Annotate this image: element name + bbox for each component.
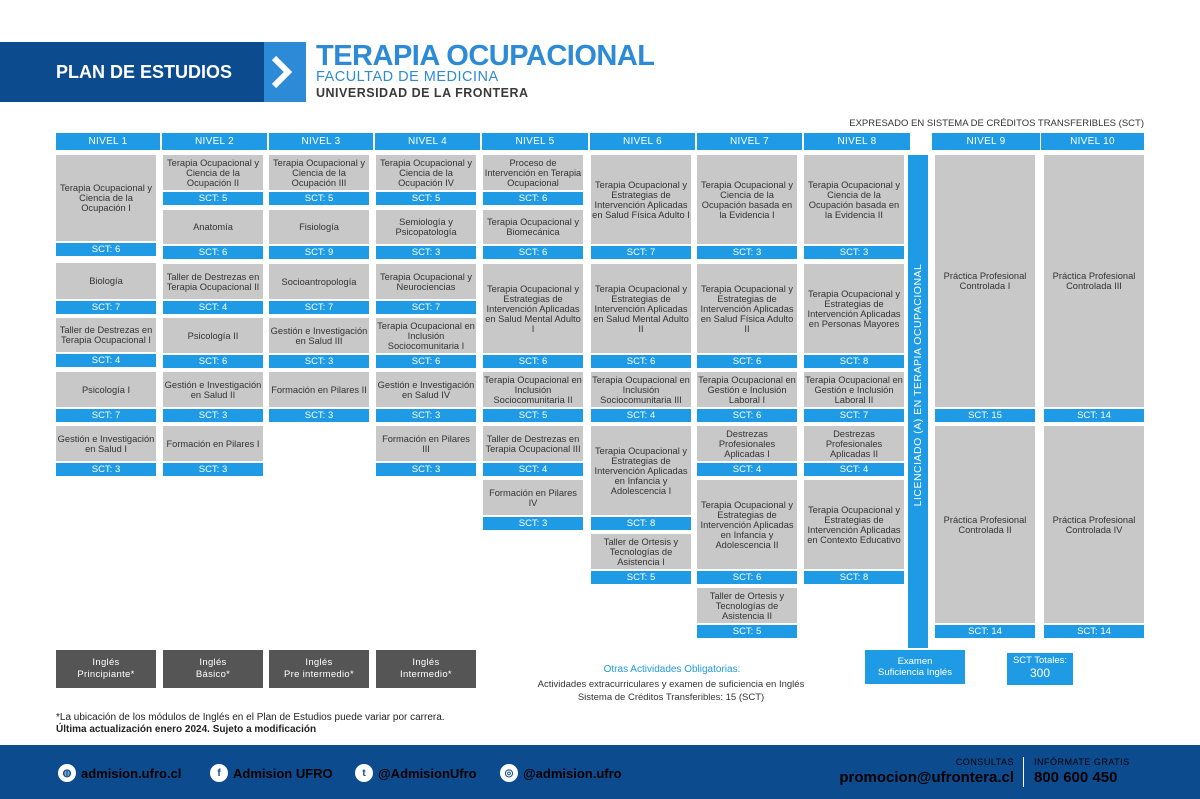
course-cell <box>376 155 476 190</box>
course-name: Práctica Profesional Controlada II <box>943 514 1027 535</box>
course-sct: SCT: 7 <box>376 301 476 314</box>
course-cell <box>163 372 263 407</box>
consultas-label: CONSULTAS <box>955 757 1014 767</box>
course-sct: SCT: 5 <box>483 409 583 422</box>
course-cell <box>483 155 583 190</box>
course-name: Terapia Ocupacional y Estrategias de Intervención Aplicadas en Personas Mayores <box>807 288 901 329</box>
course-sct: SCT: 5 <box>163 192 263 205</box>
course-cell <box>697 588 797 623</box>
exam-line1: Examen <box>897 656 933 667</box>
course-name: Terapia Ocupacional y Ciencia de la Ocupación basada en la Evidencia II <box>808 179 900 220</box>
english-module-level: Básico* <box>195 669 231 680</box>
course-sct: SCT: 15 <box>935 409 1035 422</box>
course-name: Taller de Destrezas en Terapia Ocupacional II <box>166 271 260 292</box>
course-cell <box>163 426 263 461</box>
course-cell <box>591 372 691 407</box>
course-sct: SCT: 3 <box>804 246 904 259</box>
credits-note: EXPRESADO EN SISTEMA DE CRÉDITOS TRANSFERIBLES (SCT) <box>849 118 1144 129</box>
course-sct: SCT: 8 <box>804 355 904 368</box>
course-cell <box>697 155 797 244</box>
course-cell <box>591 534 691 569</box>
course-cell <box>697 372 797 407</box>
course-cell <box>376 210 476 244</box>
course-name: Taller de Ortesis y Tecnologías de Asistencia II <box>709 590 785 621</box>
total-sct-label: SCT Totales: <box>1012 655 1068 666</box>
course-cell <box>269 318 369 353</box>
course-cell <box>56 263 156 299</box>
course-name: Destrezas Profesionales Aplicadas II <box>825 428 883 459</box>
course-name: Terapia Ocupacional y Estrategias de Intervención Aplicadas en Infancia y Adolescencia I <box>594 445 688 496</box>
course-cell <box>935 155 1035 407</box>
course-cell <box>483 372 583 407</box>
course-sct: SCT: 6 <box>483 355 583 368</box>
other-activities-line2: Sistema de Créditos Transferibles: 15 (SCT) <box>577 692 765 703</box>
course-name: Terapia Ocupacional en Inclusión Sociocomunitaria I <box>377 320 475 351</box>
course-cell <box>483 210 583 244</box>
course-cell <box>804 264 904 353</box>
course-name: Formación en Pilares III <box>382 433 470 454</box>
course-name: Terapia Ocupacional y Estrategias de Intervención Aplicadas en Salud Física Adulto II <box>700 283 794 334</box>
course-sct: SCT: 3 <box>376 463 476 476</box>
english-module <box>269 650 369 688</box>
course-sct: SCT: 4 <box>56 354 156 367</box>
course-cell <box>483 426 583 461</box>
course-name: Terapia Ocupacional en Inclusión Sociocomunitaria III <box>592 374 690 405</box>
course-name: Fisiología <box>299 222 339 232</box>
course-cell <box>935 426 1035 623</box>
facebook-link[interactable] <box>210 764 333 782</box>
course-name: Anatomía <box>193 222 233 232</box>
course-name: Taller de Destrezas en Terapia Ocupacional I <box>59 325 153 345</box>
english-exam-box <box>865 650 965 684</box>
course-cell <box>591 155 691 244</box>
course-sct: SCT: 4 <box>483 463 583 476</box>
english-module-title: Inglés <box>199 657 227 668</box>
university-name: UNIVERSIDAD DE LA FRONTERA <box>316 86 529 100</box>
course-sct: SCT: 14 <box>1044 625 1144 638</box>
update-note: Última actualización enero 2024. Sujeto a modificación <box>56 724 317 735</box>
course-name: Taller de Destrezas en Terapia Ocupacional III <box>485 433 581 454</box>
course-name: Terapia Ocupacional y Ciencia de la Ocupación basada en la Evidencia I <box>701 179 793 220</box>
course-sct: SCT: 14 <box>1044 409 1144 422</box>
informate-label: INFÓRMATE GRATIS <box>1034 757 1130 767</box>
other-activities-text <box>475 678 867 704</box>
course-cell <box>376 264 476 299</box>
twitter-icon: t <box>355 764 373 782</box>
program-title: TERAPIA OCUPACIONAL <box>316 40 655 72</box>
course-sct: SCT: 3 <box>376 409 476 422</box>
plan-label-box <box>0 42 264 102</box>
course-cell <box>697 264 797 353</box>
course-sct: SCT: 6 <box>376 355 476 368</box>
course-cell <box>269 372 369 407</box>
course-name: Terapia Ocupacional y Estrategias de Intervención Aplicadas en Contexto Educativo <box>807 504 901 545</box>
course-sct: SCT: 9 <box>269 246 369 259</box>
website-link[interactable] <box>58 764 181 782</box>
course-sct: SCT: 3 <box>269 355 369 368</box>
nivel-header-4: NIVEL 4 <box>375 133 480 150</box>
course-cell <box>376 318 476 353</box>
course-name: Terapia Ocupacional y Ciencia de la Ocupación III <box>273 157 365 188</box>
facebook-text: Admision UFRO <box>233 765 333 781</box>
course-name: Terapia Ocupacional y Estrategias de Intervención Aplicadas en Salud Mental Adulto II <box>593 283 689 334</box>
course-cell <box>163 318 263 353</box>
course-cell <box>591 264 691 353</box>
course-name: Terapia Ocupacional y Biomecánica <box>487 217 579 237</box>
course-sct: SCT: 6 <box>483 246 583 259</box>
course-sct: SCT: 5 <box>376 192 476 205</box>
course-name: Terapia Ocupacional y Estrategias de Intervención Aplicadas en Salud Física Adulto I <box>592 179 690 220</box>
course-cell <box>376 372 476 407</box>
consultas-email[interactable]: promocion@ufrontera.cl <box>839 769 1014 786</box>
course-sct: SCT: 3 <box>269 409 369 422</box>
course-cell <box>56 372 156 407</box>
exam-line2: Suficiencia Inglés <box>878 667 952 678</box>
course-cell <box>163 155 263 190</box>
course-cell <box>56 318 156 352</box>
course-sct: SCT: 6 <box>697 571 797 584</box>
nivel-header-3: NIVEL 3 <box>269 133 373 150</box>
nivel-header-8: NIVEL 8 <box>804 133 910 150</box>
course-cell <box>56 155 156 241</box>
course-sct: SCT: 6 <box>56 243 156 256</box>
course-name: Terapia Ocupacional en Gestión e Inclusión Laboral II <box>805 374 903 405</box>
course-name: Gestión e Investigación en Salud I <box>57 433 155 454</box>
english-module-level: Intermedio* <box>400 669 452 680</box>
course-sct: SCT: 5 <box>269 192 369 205</box>
instagram-link[interactable] <box>500 764 622 782</box>
course-sct: SCT: 4 <box>804 463 904 476</box>
chevron-right-icon <box>264 42 306 102</box>
english-module-level: Pre intermedio* <box>284 669 354 680</box>
course-cell <box>483 264 583 353</box>
english-module <box>56 650 156 688</box>
course-sct: SCT: 4 <box>697 463 797 476</box>
course-cell <box>591 426 691 515</box>
course-sct: SCT: 4 <box>163 301 263 314</box>
nivel-header-10: NIVEL 10 <box>1041 133 1144 150</box>
course-cell <box>483 480 583 515</box>
course-cell <box>697 426 797 461</box>
course-sct: SCT: 3 <box>376 246 476 259</box>
english-module-title: Inglés <box>92 657 120 668</box>
facebook-icon: f <box>210 764 228 782</box>
other-activities-line1: Actividades extracurriculares y examen de suficiencia en Inglés <box>537 679 805 690</box>
plan-label: PLAN DE ESTUDIOS <box>56 61 233 82</box>
english-module <box>163 650 263 688</box>
course-name: Terapia Ocupacional y Ciencia de la Ocupación I <box>60 183 152 213</box>
course-cell <box>269 264 369 299</box>
course-sct: SCT: 7 <box>269 301 369 314</box>
twitter-text: @AdmisionUfro <box>378 765 477 781</box>
footer-divider <box>1023 757 1024 787</box>
course-name: Terapia Ocupacional en Gestión e Inclusión Laboral I <box>698 374 796 405</box>
nivel-header-1: NIVEL 1 <box>56 133 160 150</box>
faculty-name: FACULTAD DE MEDICINA <box>316 69 499 85</box>
course-sct: SCT: 14 <box>935 625 1035 638</box>
nivel-header-2: NIVEL 2 <box>162 133 267 150</box>
website-text: admision.ufro.cl <box>81 765 182 781</box>
total-sct-box <box>1007 653 1073 685</box>
course-name: Terapia Ocupacional y Ciencia de la Ocupación II <box>167 157 259 188</box>
course-cell <box>804 426 904 461</box>
nivel-header-6: NIVEL 6 <box>590 133 695 150</box>
nivel-header-7: NIVEL 7 <box>697 133 802 150</box>
course-sct: SCT: 3 <box>697 246 797 259</box>
course-sct: SCT: 7 <box>804 409 904 422</box>
course-cell <box>1044 426 1144 623</box>
english-module-level: Principiante* <box>77 669 135 680</box>
course-sct: SCT: 3 <box>483 517 583 530</box>
course-cell <box>56 426 156 461</box>
course-sct: SCT: 6 <box>163 246 263 259</box>
course-sct: SCT: 6 <box>697 409 797 422</box>
course-sct: SCT: 3 <box>163 463 263 476</box>
english-module <box>376 650 476 688</box>
course-name: Práctica Profesional Controlada I <box>943 271 1027 291</box>
course-name: Práctica Profesional Controlada IV <box>1052 514 1136 535</box>
phone-number[interactable]: 800 600 450 <box>1034 769 1118 786</box>
twitter-link[interactable] <box>355 764 477 782</box>
course-name: Práctica Profesional Controlada III <box>1052 271 1136 291</box>
course-sct: SCT: 4 <box>591 409 691 422</box>
course-name: Formación en Pilares II <box>271 384 367 395</box>
course-sct: SCT: 8 <box>591 517 691 530</box>
course-name: Socioantropología <box>281 276 357 287</box>
course-cell <box>376 426 476 461</box>
course-sct: SCT: 3 <box>56 463 156 476</box>
course-name: Proceso de Intervención en Terapia Ocupacional <box>484 157 582 188</box>
total-sct-value: 300 <box>1029 666 1051 680</box>
other-activities-title: Otras Actividades Obligatorias: <box>603 664 741 675</box>
course-name: Gestión e Investigación en Salud IV <box>377 379 475 400</box>
course-name: Terapia Ocupacional y Neurociencias <box>380 271 472 292</box>
instagram-text: @admision.ufro <box>523 765 622 781</box>
globe-icon: ◍ <box>58 764 76 782</box>
nivel-header-9: NIVEL 9 <box>932 133 1040 150</box>
course-cell <box>804 155 904 244</box>
course-sct: SCT: 5 <box>697 625 797 638</box>
course-name: Psicología II <box>187 330 239 341</box>
course-sct: SCT: 8 <box>804 571 904 584</box>
course-sct: SCT: 6 <box>163 355 263 368</box>
course-name: Terapia Ocupacional y Ciencia de la Ocupación IV <box>380 157 472 188</box>
course-cell <box>804 480 904 569</box>
course-name: Taller de Ortesis y Tecnologías de Asistencia I <box>603 536 679 567</box>
course-name: Gestión e Investigación en Salud II <box>164 379 262 400</box>
degree-label: LICENCIADO (A) EN TERAPIA OCUPACIONAL <box>912 263 924 507</box>
nivel-header-5: NIVEL 5 <box>482 133 588 150</box>
course-sct: SCT: 6 <box>697 355 797 368</box>
course-sct: SCT: 5 <box>591 571 691 584</box>
course-cell <box>163 210 263 244</box>
instagram-icon: ◎ <box>500 764 518 782</box>
course-sct: SCT: 6 <box>591 355 691 368</box>
course-name: Terapia Ocupacional en Inclusión Sociocomunitaria II <box>484 374 582 405</box>
course-cell <box>163 264 263 299</box>
course-name: Terapia Ocupacional y Estrategias de Intervención Aplicadas en Infancia y Adolescencia II <box>700 499 794 550</box>
course-cell <box>269 210 369 244</box>
course-name: Destrezas Profesionales Aplicadas I <box>718 428 776 459</box>
english-footnote: *La ubicación de los módulos de Inglés en el Plan de Estudios puede variar por carrera. <box>56 712 445 723</box>
course-name: Gestión e Investigación en Salud III <box>270 325 368 346</box>
course-cell <box>1044 155 1144 407</box>
course-name: Psicología I <box>81 384 131 395</box>
course-cell <box>804 372 904 407</box>
course-cell <box>697 480 797 569</box>
english-module-title: Inglés <box>412 657 440 668</box>
course-cell <box>269 155 369 190</box>
course-name: Semiología y Psicopatología <box>395 217 457 237</box>
course-sct: SCT: 7 <box>56 409 156 422</box>
course-sct: SCT: 7 <box>56 301 156 314</box>
course-name: Biología <box>89 276 123 286</box>
course-sct: SCT: 6 <box>483 192 583 205</box>
course-name: Formación en Pilares I <box>166 438 260 449</box>
course-name: Formación en Pilares IV <box>489 487 577 508</box>
course-sct: SCT: 3 <box>163 409 263 422</box>
course-sct: SCT: 7 <box>591 246 691 259</box>
course-name: Terapia Ocupacional y Estrategias de Intervención Aplicadas en Salud Mental Adulto I <box>485 283 581 334</box>
english-module-title: Inglés <box>305 657 333 668</box>
